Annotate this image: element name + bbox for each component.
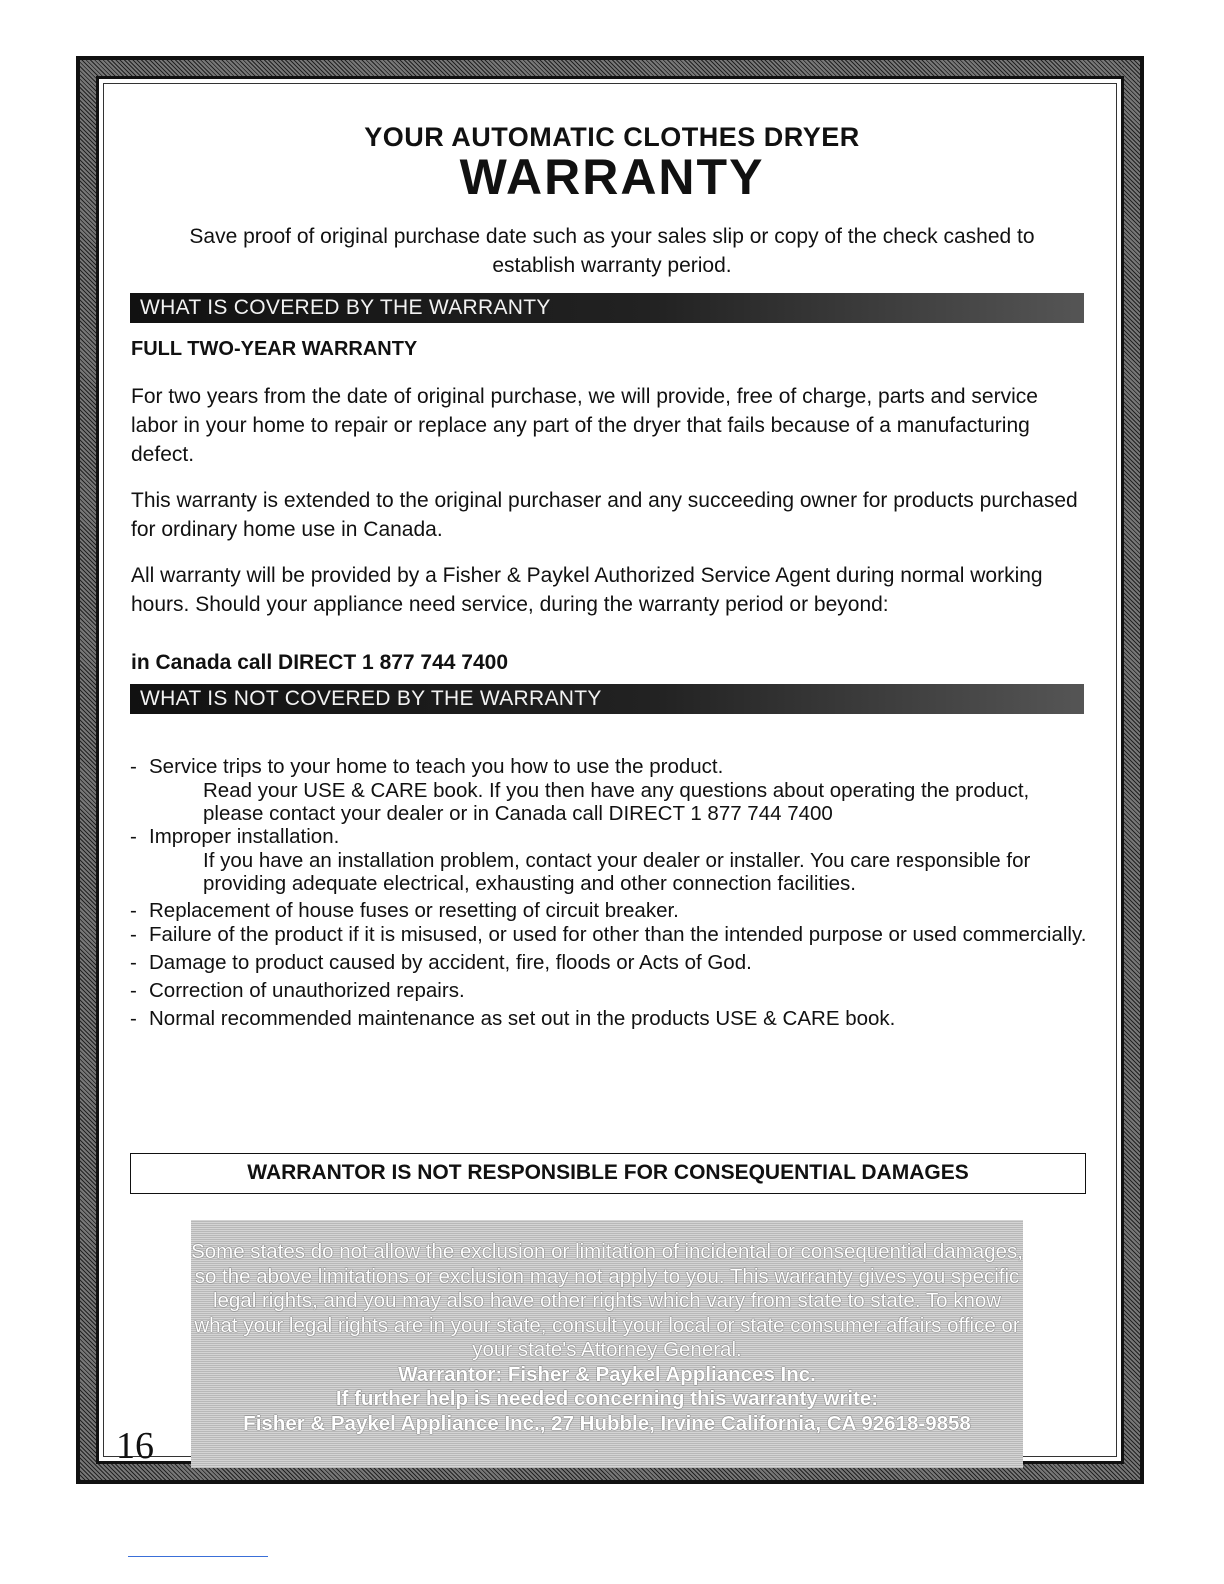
covered-paragraph-3: All warranty will be provided by a Fisher & Paykel Authorized Service Agent during normal working hours. Should your appliance need service, during the warranty period or beyond: <box>131 564 1043 616</box>
not-covered-section-bar <box>130 684 1084 714</box>
list-item: - Failure of the product if it is misused, or used for other than the intended purpose or used commercially. <box>130 923 1087 946</box>
list-item-detail: Read your USE & CARE book. If you then have any questions about operating the product, please contact your dealer or in Canada call DIRECT 1 877 744 7400 <box>203 779 1030 825</box>
footer-rule <box>128 1556 268 1557</box>
covered-paragraph-2: This warranty is extended to the original purchaser and any succeeding owner for products purchased for ordinary home use in Canada. <box>131 489 1078 541</box>
page-number: 16 <box>116 1425 154 1467</box>
list-item: - Normal recommended maintenance as set out in the products USE & CARE book. <box>130 1007 896 1030</box>
consequential-damages-box: WARRANTOR IS NOT RESPONSIBLE FOR CONSEQUENTIAL DAMAGES <box>130 1153 1086 1194</box>
covered-section-heading: WHAT IS COVERED BY THE WARRANTY <box>140 296 551 319</box>
not-covered-list <box>130 755 1090 1031</box>
canada-call-line: in Canada call DIRECT 1 877 744 7400 <box>131 651 509 674</box>
list-item: - Improper installation. <box>130 825 340 848</box>
not-covered-section-heading: WHAT IS NOT COVERED BY THE WARRANTY <box>140 687 602 710</box>
covered-paragraph-1: For two years from the date of original purchase, we will provide, free of charge, parts and service labor in your home to repair or replace any part of the dryer that fails because of a manufacturing defect. <box>131 385 1038 466</box>
help-line: If further help is needed concerning this warranty write: <box>335 1387 879 1410</box>
list-item: - Replacement of house fuses or resetting of circuit breaker. <box>130 899 679 922</box>
covered-section-bar <box>130 293 1084 323</box>
list-item: - Damage to product caused by accident, fire, floods or Acts of God. <box>130 951 752 974</box>
document-title: YOUR AUTOMATIC CLOTHES DRYER <box>364 122 860 152</box>
list-item: - Correction of unauthorized repairs. <box>130 979 465 1002</box>
warrantor-line: Warrantor: Fisher & Paykel Appliances Inc. <box>398 1362 816 1386</box>
list-item-detail: If you have an installation problem, contact your dealer or installer. You care responsible for providing adequate electrical, exhausting and other connection facilities. <box>203 849 1031 895</box>
legal-notice-text: Some states do not allow the exclusion or limitation of incidental or consequential damages, so the above limitations or exclusion may not apply to you. This warranty gives you specific legal rights, and you may also have other rights which vary from state to state. To know what your legal rights are in your state, consult your local or state consumer affairs office or your state's Attorney General. <box>191 1240 1023 1361</box>
list-item: - Service trips to your home to teach you how to use the product. <box>130 755 724 778</box>
full-warranty-subheading: FULL TWO-YEAR WARRANTY <box>131 338 418 360</box>
intro-text: Save proof of original purchase date such as your sales slip or copy of the check cashed to establish warranty period. <box>189 225 1035 277</box>
legal-notice-box <box>191 1220 1023 1468</box>
warranty-heading: WARRANTY <box>459 149 765 205</box>
address-line: Fisher & Paykel Appliance Inc., 27 Hubble, Irvine California, CA 92618-9858 <box>243 1411 971 1435</box>
